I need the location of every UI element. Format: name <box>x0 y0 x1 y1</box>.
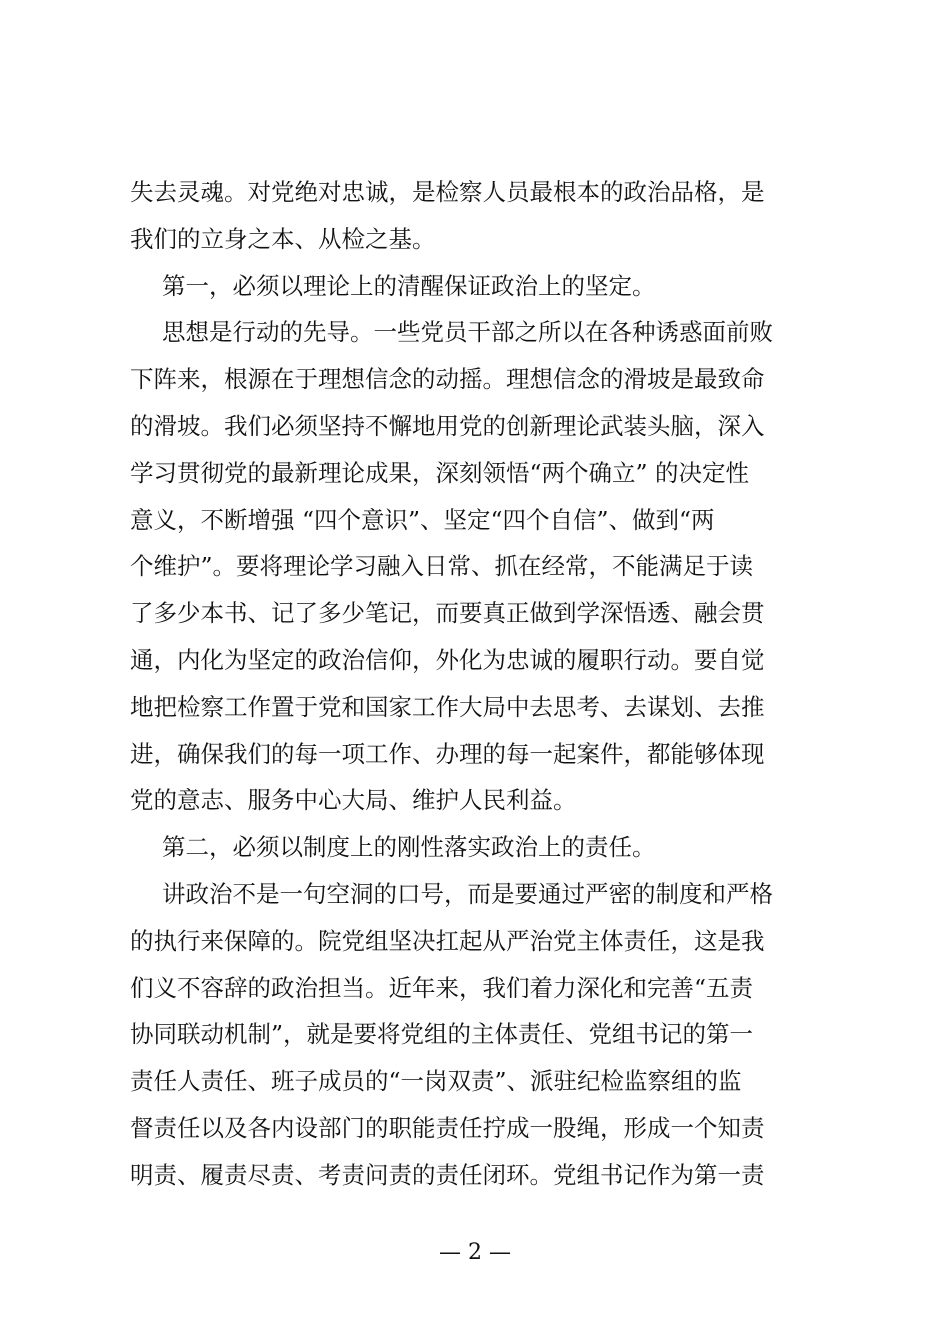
text-line: 下阵来，根源在于理想信念的动摇。理想信念的滑坡是最致命 <box>130 365 765 394</box>
text-line: 通，内化为坚定的政治信仰，外化为忠诚的履职行动。要自觉 <box>130 645 765 674</box>
text-line: 讲政治不是一句空洞的口号，而是要通过严密的制度和严格 <box>162 879 773 908</box>
text-line: 了多少本书、记了多少笔记，而要真正做到学深悟透、融会贯 <box>130 599 765 628</box>
text-line: 个维护”。要将理论学习融入日常、抓在经常，不能满足于读 <box>130 552 754 581</box>
text-line: 意义，不断增强 “四个意识”、坚定“四个自信”、做到“两 <box>130 505 715 534</box>
text-line: 地把检察工作置于党和国家工作大局中去思考、去谋划、去推 <box>130 692 765 721</box>
section-heading: 第二，必须以制度上的刚性落实政治上的责任。 <box>162 833 656 862</box>
text-line: 的执行来保障的。院党组坚决扛起从严治党主体责任，这是我 <box>130 926 765 955</box>
text-line: 党的意志、服务中心大局、维护人民利益。 <box>130 786 577 815</box>
text-line: 的滑坡。我们必须坚持不懈地用党的创新理论武装头脑，深入 <box>130 411 765 440</box>
section-heading: 第一，必须以理论上的清醒保证政治上的坚定。 <box>162 271 656 300</box>
text-line: 们义不容辞的政治担当。近年来，我们着力深化和完善“五责 <box>130 973 754 1002</box>
page-number: — 2 — <box>439 1240 511 1265</box>
text-line: 我们的立身之本、从检之基。 <box>130 224 436 253</box>
text-line: 进，确保我们的每一项工作、办理的每一起案件，都能够体现 <box>130 739 765 768</box>
text-line: 失去灵魂。对党绝对忠诚，是检察人员最根本的政治品格，是 <box>130 178 765 206</box>
text-line: 协同联动机制”，就是要将党组的主体责任、党组书记的第一 <box>130 1020 754 1049</box>
text-line: 明责、履责尽责、考责问责的责任闭环。党组书记作为第一责 <box>130 1160 765 1189</box>
text-line: 学习贯彻党的最新理论成果，深刻领悟“两个确立” 的决定性 <box>130 458 749 487</box>
text-line: 思想是行动的先导。一些党员干部之所以在各种诱惑面前败 <box>162 318 773 347</box>
text-line: 责任人责任、班子成员的“一岗双责”、派驻纪检监察组的监 <box>130 1067 742 1096</box>
text-line: 督责任以及各内设部门的职能责任拧成一股绳，形成一个知责 <box>130 1113 765 1142</box>
document-body <box>130 169 835 1199</box>
